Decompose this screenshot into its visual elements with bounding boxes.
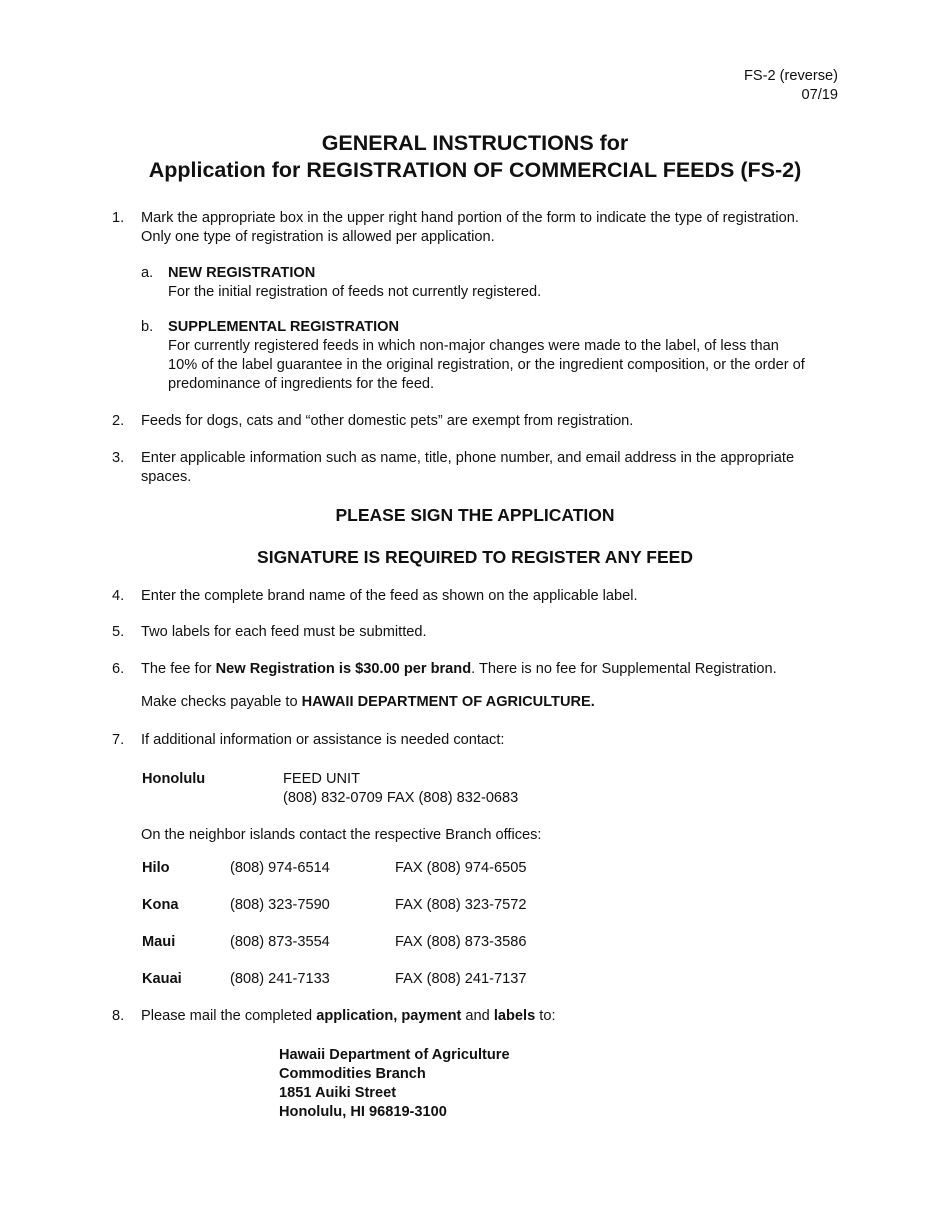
- item-8-post: to:: [535, 1008, 556, 1024]
- item-3-number: 3.: [112, 450, 125, 466]
- item-8-number: 8.: [112, 1008, 125, 1024]
- office-fax: FAX (808) 241-7137: [395, 971, 527, 987]
- address-line-4: Honolulu, HI 96819-3100: [279, 1104, 447, 1120]
- form-number-block: [744, 67, 838, 105]
- item-1-line-2: Only one type of registration is allowed per application.: [141, 229, 495, 245]
- item-5-text: Two labels for each feed must be submitted.: [141, 624, 427, 640]
- office-city: Hilo: [142, 860, 170, 876]
- address-line-2: Commodities Branch: [279, 1066, 426, 1082]
- sign-notice: PLEASE SIGN THE APPLICATION: [335, 505, 615, 525]
- item-6-pre: The fee for: [141, 661, 216, 677]
- office-city: Kona: [142, 897, 179, 913]
- item-4-number: 4.: [112, 588, 125, 604]
- signature-required-notice: SIGNATURE IS REQUIRED TO REGISTER ANY FEED: [257, 547, 693, 567]
- item-8-pre: Please mail the completed: [141, 1008, 317, 1024]
- item-3-line-1: Enter applicable information such as name, title, phone number, and email address in the appropriate: [141, 450, 795, 466]
- page-title: [0, 130, 950, 184]
- form-revision: 07/19: [801, 87, 838, 103]
- item-6-fee: New Registration is $30.00 per brand: [215, 661, 472, 677]
- neighbor-islands-intro: On the neighbor islands contact the respective Branch offices:: [141, 827, 542, 843]
- item-1b-line-1: For currently registered feeds in which non-major changes were made to the label, of less than: [168, 338, 779, 354]
- item-5-number: 5.: [112, 624, 125, 640]
- office-city: Kauai: [142, 971, 182, 987]
- office-fax: FAX (808) 873-3586: [395, 934, 527, 950]
- honolulu-city: Honolulu: [142, 771, 206, 787]
- item-3-line-2: spaces.: [141, 469, 192, 485]
- checks-payable: [141, 693, 846, 712]
- item-1-number: 1.: [112, 210, 125, 226]
- item-8-application-payment: application, payment: [316, 1008, 462, 1024]
- checks-payable-pre: Make checks payable to: [141, 694, 302, 710]
- item-1a-text: For the initial registration of feeds not currently registered.: [168, 284, 542, 300]
- office-phone: (808) 974-6514: [230, 860, 330, 876]
- checks-payee: HAWAII DEPARTMENT OF AGRICULTURE.: [301, 694, 595, 710]
- item-1a-heading: NEW REGISTRATION: [168, 265, 316, 281]
- item-1b-line-3: predominance of ingredients for the feed.: [168, 376, 435, 392]
- item-7-text: If additional information or assistance is needed contact:: [141, 732, 505, 748]
- item-2-number: 2.: [112, 413, 125, 429]
- office-fax: FAX (808) 974-6505: [395, 860, 527, 876]
- item-8-mid: and: [461, 1008, 494, 1024]
- title-line-1: GENERAL INSTRUCTIONS for: [321, 131, 629, 155]
- item-7-number: 7.: [112, 732, 125, 748]
- item-3-text: [141, 449, 846, 487]
- item-1b-block: [168, 318, 848, 394]
- office-phone: (808) 323-7590: [230, 897, 330, 913]
- mailing-address: [279, 1046, 510, 1122]
- item-4-text: Enter the complete brand name of the feed as shown on the applicable label.: [141, 588, 638, 604]
- honolulu-phones: (808) 832-0709 FAX (808) 832-0683: [283, 790, 519, 806]
- item-6-post: . There is no fee for Supplemental Registration.: [471, 661, 777, 677]
- office-city: Maui: [142, 934, 176, 950]
- address-line-3: 1851 Auiki Street: [279, 1085, 397, 1101]
- item-1b-line-2: 10% of the label guarantee in the original registration, or the ingredient composition, or the order of: [168, 357, 805, 373]
- item-8-labels: labels: [493, 1008, 536, 1024]
- item-6-number: 6.: [112, 661, 125, 677]
- office-phone: (808) 241-7133: [230, 971, 330, 987]
- honolulu-contact: [283, 770, 518, 808]
- honolulu-unit: FEED UNIT: [283, 771, 361, 787]
- item-1-text: [141, 209, 846, 247]
- item-6-text: [141, 660, 846, 679]
- item-8-text: [141, 1007, 846, 1026]
- item-2-text: Feeds for dogs, cats and “other domestic pets” are exempt from registration.: [141, 413, 634, 429]
- item-1a-block: [168, 264, 848, 302]
- title-line-2: Application for REGISTRATION OF COMMERCIAL FEEDS (FS-2): [148, 158, 802, 182]
- office-fax: FAX (808) 323-7572: [395, 897, 527, 913]
- office-phone: (808) 873-3554: [230, 934, 330, 950]
- item-1b-letter: b.: [141, 319, 154, 335]
- item-1-line-1: Mark the appropriate box in the upper right hand portion of the form to indicate the type of registration.: [141, 210, 799, 226]
- item-1b-heading: SUPPLEMENTAL REGISTRATION: [168, 319, 400, 335]
- form-number: FS-2 (reverse): [743, 68, 838, 84]
- address-line-1: Hawaii Department of Agriculture: [279, 1047, 510, 1063]
- item-1a-letter: a.: [141, 265, 154, 281]
